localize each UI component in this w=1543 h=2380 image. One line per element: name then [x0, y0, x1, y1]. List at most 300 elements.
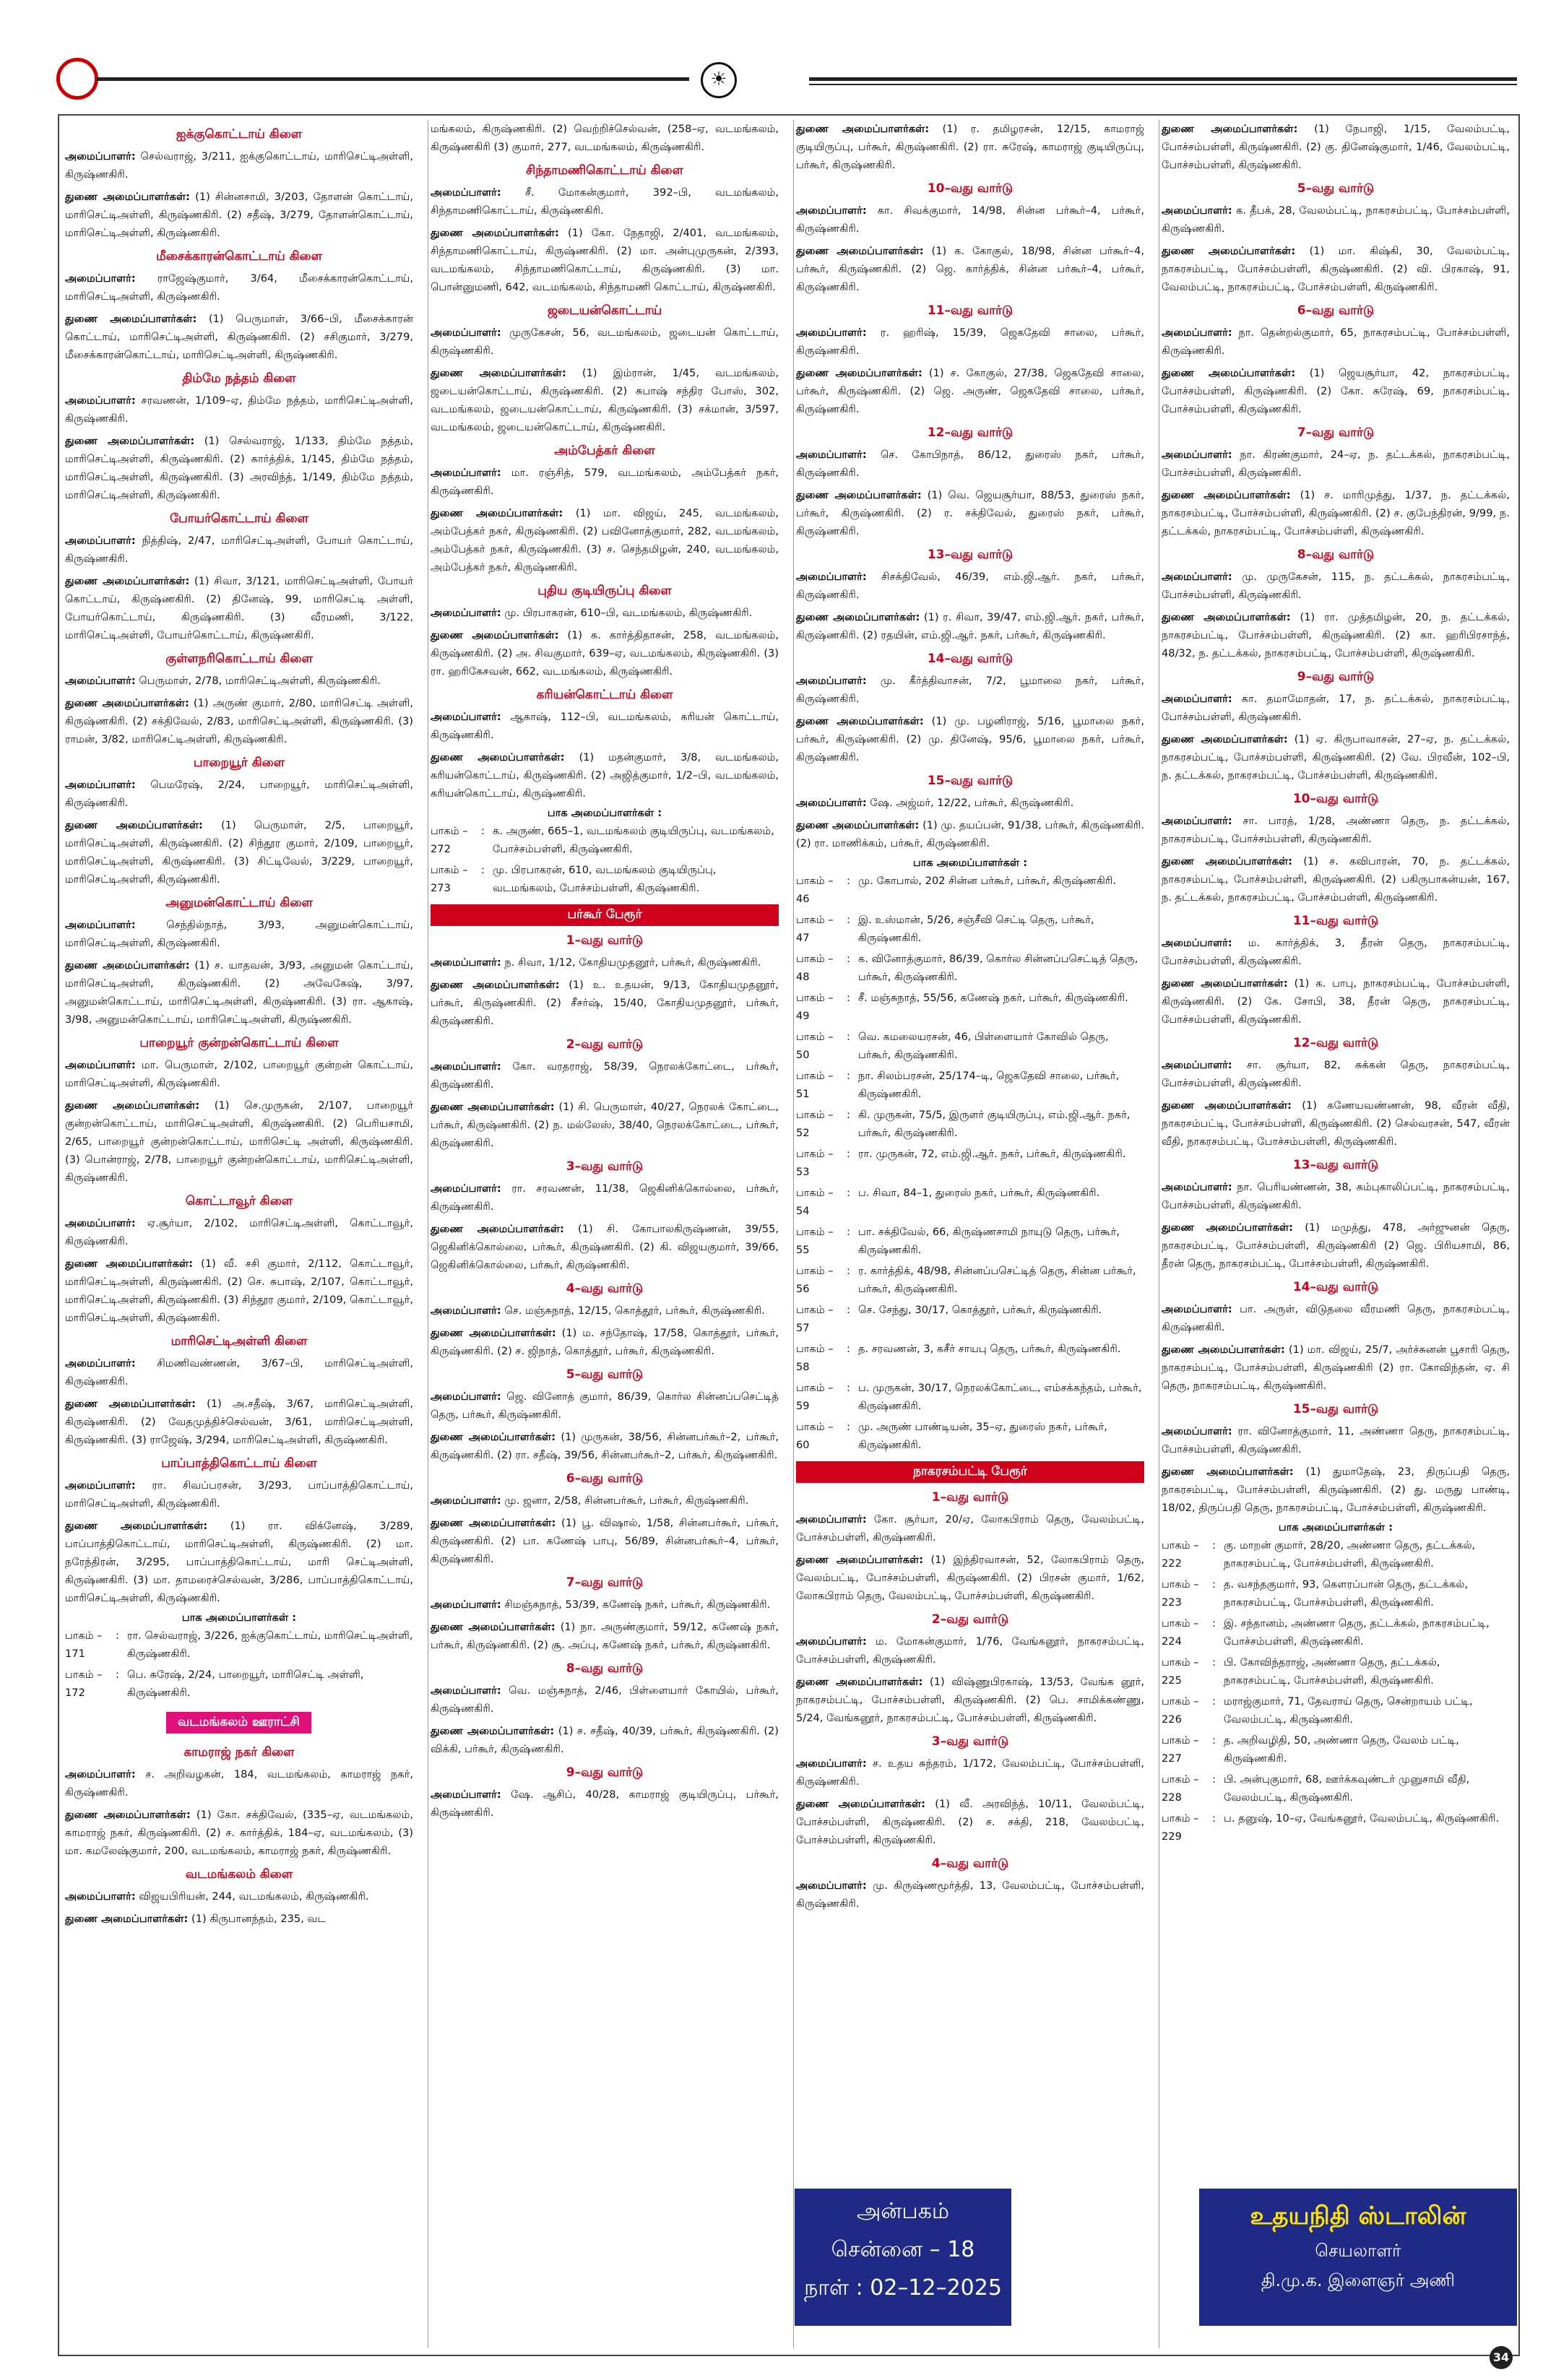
section-heading: பாறையூர் குன்றன்கொட்டாய் கிளை [139, 1036, 339, 1050]
booth-colon: : [847, 1343, 850, 1355]
entry-text: (1) செ.முருகன், 2/107, பாறையூர் குன்றன்கொட்டாய், மாரிசெட்டிஅள்ளி, கிருஷ்ணகிரி. (2) பெரியசாமி, 2/65, பாறையூர் குன்றன்கொட்டாய், மாரிசெட்டி அள்ளி, கிருஷ்ணகிரி. (3) பொன்ராஜ், 2/78, பாறையூர் குன்றன்கொட்டாய், மாரிசெட்டிஅள்ளி, கிருஷ்ணகிரி. [65, 1099, 413, 1184]
entry-label: அமைப்பாளர்: [1162, 204, 1232, 217]
section-heading: பாறையூர் கிளை [193, 756, 285, 770]
entry-label: அமைப்பாளர்: [65, 675, 136, 687]
section-heading: 10–வது வார்டு [1292, 792, 1379, 806]
entry-text: மங்கலம், கிருஷ்ணகிரி. (2) வெற்றிச்செல்வன், (258–ஏ, வடமங்கலம், கிருஷ்ணகிரி (3) குமார், 277, வடமங்கலம், கிருஷ்ணகிரி. [431, 123, 779, 153]
booth-colon: : [1212, 1734, 1216, 1747]
booth-colon: : [847, 1031, 850, 1043]
entry-label: அமைப்பாளர்: [796, 1757, 867, 1770]
booth-entry: த. அறிவழிதி, 50, அண்ணா தெரு, வேலம் பட்டி, கிருஷ்ணகிரி. [1224, 1734, 1459, 1765]
booth-entry: வெ. கமலையரசன், 46, பிள்ளையார் கோவில் தெரு, பர்கூர், கிருஷ்ணகிரி. [858, 1031, 1109, 1061]
entry-paragraph [431, 324, 779, 360]
entry-label: துணை அமைப்பாளர்கள்: [431, 1517, 556, 1529]
booth-colon: : [1212, 1656, 1216, 1669]
entry-label: அமைப்பாளர்: [1162, 937, 1232, 949]
entry-label: துணை அமைப்பாளர்கள்: [1162, 1466, 1294, 1478]
entry-paragraph [796, 608, 1144, 644]
booth-row [796, 950, 1144, 986]
section-heading: 6–வது வார்டு [566, 1471, 644, 1486]
booth-entry: ர. கார்த்திக், 48/98, சின்னப்பசெட்டித் தெரு, சின்ன பர்கூர், பர்கூர், கிருஷ்ணகிரி. [858, 1265, 1136, 1295]
entry-label: அமைப்பாளர்: [65, 150, 136, 163]
entry-paragraph [431, 1220, 779, 1274]
entry-label: துணை அமைப்பாளர்கள்: [1162, 1221, 1293, 1234]
entry-paragraph [1162, 812, 1510, 848]
entry-paragraph [431, 1180, 779, 1216]
entry-text: (1) கோ. நேதாஜி, 2/401, வடமங்கலம், சிந்தாமணிகொட்டாய், கிருஷ்ணகிரி. (2) மா. அன்புமுருகன், 2/393, வடமங்கலம், சிந்தாமணிகொட்டாய், கிருஷ்ணகிரி. (3) மா. பொன்னுமணி, 642, வடமங்கலம், சிந்தாமணி கொட்டாய், கிருஷ்ணகிரி. [431, 227, 779, 293]
booth-number: பாகம் – 227 [1162, 1734, 1199, 1765]
entry-label: அமைப்பாளர்: [431, 1390, 501, 1403]
entry-paragraph [796, 486, 1144, 540]
booth-number: பாகம் – 226 [1162, 1695, 1199, 1726]
entry-label: துணை அமைப்பாளர்கள்: [65, 1099, 200, 1112]
booth-entry: மு. அருண் பாண்டியன், 35–ஏ, துரைஸ் நகர், பர்கூர், கிருஷ்ணகிரி. [858, 1421, 1107, 1451]
entry-paragraph [1162, 1300, 1510, 1336]
entry-text: (1) அருண் குமார், 2/80, மாரிசெட்டி அள்ளி, கிருஷ்ணகிரி. (2) சக்திவேல், 2/83, மாரிசெட்டிஅள்ளி, கிருஷ்ணகிரி. (3) ராமன், 3/82, மாரிசெட்டிஅள்ளி, கிருஷ்ணகிரி. [65, 697, 413, 745]
entry-paragraph [796, 1754, 1144, 1791]
masthead-rule [809, 77, 1517, 81]
entry-text: (1) பெருமாள், 3/66–பி, மீசைக்காரன் கொட்டாய், மாரிசெட்டிஅள்ளி, கிருஷ்ணகிரி. (2) சசிகுமார், 3/279, மீசைக்காரன்கொட்டாய், மாரிசெட்டிஅள்ளி, கிருஷ்ணகிரி. [65, 313, 413, 361]
booth-row [796, 1418, 1144, 1454]
entry-label: துணை அமைப்பாளர்கள்: [1162, 489, 1291, 501]
section-heading: 3–வது வார்டு [566, 1159, 644, 1174]
section-heading: போயர்கொட்டாய் கிளை [170, 511, 308, 526]
entry-text: ம. கார்த்திக், 3, தீரன் தெரு, நாகரசம்பட்டி, போச்சம்பள்ளி, கிருஷ்ணகிரி. [1162, 937, 1510, 967]
section-heading: 9–வது வார்டு [566, 1765, 644, 1780]
entry-paragraph [796, 1877, 1144, 1913]
entry-paragraph [796, 446, 1144, 482]
entry-label: அமைப்பாளர்: [431, 1788, 501, 1801]
entry-text: கா. சிவக்குமார், 14/98, சின்ன பர்கூர்–4, பர்கூர், கிருஷ்ணகிரி. [796, 204, 1144, 235]
booth-number: பாகம் – 171 [65, 1630, 103, 1660]
entry-label: துணை அமைப்பாளர்கள்: [796, 367, 922, 379]
entry-label: அமைப்பாளர்: [65, 919, 136, 931]
booth-row [796, 1184, 1144, 1220]
entry-paragraph [65, 188, 413, 242]
booth-number: பாகம் – 52 [796, 1109, 834, 1139]
section-heading: 4–வது வார்டு [566, 1281, 644, 1296]
entry-text: (1) நா. அருண்குமார், 59/12, கணேஷ் நகர், பர்கூர், கிருஷ்ணகிரி. (2) சூ. அப்பு, கணேஷ் நகர், பர்கூர், கிருஷ்ணகிரி. [431, 1621, 779, 1651]
entry-label: அமைப்பாளர்: [431, 1182, 501, 1195]
entry-paragraph [796, 1795, 1144, 1849]
entry-paragraph [1162, 608, 1510, 662]
entry-label: துணை அமைப்பாளர்கள்: [1162, 855, 1292, 867]
booth-colon: : [116, 1669, 119, 1681]
booth-number: பாகம் – 54 [796, 1187, 834, 1217]
entry-paragraph [1162, 324, 1510, 360]
entry-text: மு. முருகேசன், 115, ந. தட்டக்கல், நாகரசம்பட்டி, போச்சம்பள்ளி, கிருஷ்ணகிரி. [1162, 571, 1510, 601]
booth-row [1162, 1575, 1510, 1611]
entry-text: (1) மதன்குமார், 3/8, வடமங்கலம், கரியன்கொட்டாய், கிருஷ்ணகிரி. (2) அஜித்குமார், 1/2–பி, வடமங்கலம், கரியன்கொட்டாய், கிருஷ்ணகிரி. [431, 751, 779, 800]
booth-entry: ப. சிவா, 84–1, துரைஸ் நகர், பர்கூர், கிருஷ்ணகிரி. [858, 1187, 1100, 1199]
entry-label: துணை அமைப்பாளர்கள்: [1162, 611, 1291, 623]
entry-paragraph [431, 1098, 779, 1152]
entry-paragraph [431, 708, 779, 744]
entry-text: (1) அ.சதீஷ், 3/67, மாரிசெட்டிஅள்ளி, கிருஷ்ணகிரி. (2) வேதமுத்திச்செல்வன், 3/61, மாரிசெட்டிஅள்ளி, கிருஷ்ணகிரி. (3) ராஜேஷ், 3/294, மாரிசெட்டிஅள்ளி, கிருஷ்ணகிரி. [65, 1398, 413, 1446]
entry-paragraph [431, 224, 779, 296]
booth-entry: பா. சக்திவேல், 66, கிருஷ்ணசாமி நாயுடு தெரு, பர்கூர், கிருஷ்ணகிரி. [858, 1226, 1120, 1256]
entry-text: ஏ.சூர்யா, 2/102, மாரிசெட்டிஅள்ளி, கொட்டாவூர், கிருஷ்ணகிரி. [65, 1217, 413, 1247]
booth-entry: மராஜ்குமார், 71, தேவராய் தெரு, சென்றாயம் பட்டி, வேலம்பட்டி, கிருஷ்ணகிரி. [1224, 1695, 1473, 1726]
entry-paragraph [431, 953, 779, 972]
entry-paragraph [431, 1388, 779, 1424]
booth-number: பாகம் – 273 [431, 864, 468, 894]
entry-label: துணை அமைப்பாளர்கள்: [65, 697, 189, 709]
booth-colon: : [1212, 1695, 1216, 1708]
ad-left-panel [795, 2189, 1011, 2326]
section-heading: 9–வது வார்டு [1297, 670, 1375, 684]
entry-text: ஷே. அஜ்மர், 12/22, பர்கூர், கிருஷ்ணகிரி. [870, 797, 1074, 809]
entry-label: துணை அமைப்பாளர்கள்: [796, 123, 930, 135]
entry-label: அமைப்பாளர்: [65, 779, 136, 791]
entry-paragraph [1162, 1096, 1510, 1151]
section-heading: ஐக்குகொட்டாய் கிளை [176, 127, 303, 142]
entry-paragraph [65, 1056, 413, 1092]
entry-text: (1) வெ. ஜெயசூர்யா, 88/53, துரைஸ் நகர், பர்கூர், கிருஷ்ணகிரி. (2) ர. சக்திவேல், துரைஸ் நகர், பர்கூர், கிருஷ்ணகிரி. [796, 489, 1144, 537]
section-heading: 4–வது வார்டு [931, 1856, 1009, 1871]
booth-entry: ப. தனுஷ், 10–ஏ, வேங்கனூர், வேலம்பட்டி, கிருஷ்ணகிரி. [1224, 1812, 1500, 1825]
entry-label: அமைப்பாளர்: [431, 1060, 501, 1073]
entry-label: துணை அமைப்பாளர்கள்: [65, 575, 190, 587]
booth-colon: : [847, 1148, 850, 1160]
masthead-circle-ornament [56, 58, 98, 100]
entry-paragraph [431, 364, 779, 436]
entry-label: துணை அமைப்பாளர்கள்: [1162, 733, 1288, 745]
entry-paragraph [1162, 730, 1510, 784]
booth-entry: க. வினோத்குமார், 86/39, கொர்ல சின்னப்பசெட்டித் தெரு, பர்கூர், கிருஷ்ணகிரி. [858, 953, 1138, 983]
entry-paragraph [431, 1428, 779, 1464]
entry-label: துணை அமைப்பாளர்கள்: [796, 489, 922, 501]
booth-number: பாகம் – 172 [65, 1669, 103, 1699]
entry-paragraph [796, 1632, 1144, 1669]
entry-text: நா. கிரண்குமார், 24–ஏ, ந. தட்டக்கல், நாகரசம்பட்டி, போச்சம்பள்ளி, கிருஷ்ணகிரி. [1162, 449, 1510, 479]
booth-colon: : [847, 1226, 850, 1238]
entry-text: (1) ச. யாதவன், 3/93, அனுமன் கொட்டாய், மாரிசெட்டிஅள்ளி, கிருஷ்ணகிரி. (2) அவேகேஷ், 3/97, அனுமன்கொட்டாய், மாரிசெட்டிஅள்ளி, கிருஷ்ணகிரி. (3) ரா. ஆகாஷ், 3/98, அனுமன்கொட்டாய், மாரிசெட்டிஅள்ளி, கிருஷ்ணகிரி. [65, 959, 413, 1026]
entry-text: மு. கீர்த்திவாசன், 7/2, பூமாலை நகர், பர்கூர், கிருஷ்ணகிரி. [796, 675, 1144, 705]
entry-text: நா. தென்றல்குமார், 65, நாகரசம்பட்டி, போச்சம்பள்ளி, கிருஷ்ணகிரி. [1162, 326, 1510, 357]
masthead-rule [97, 77, 689, 81]
entry-paragraph [796, 672, 1144, 708]
entry-paragraph [65, 1476, 413, 1513]
section-heading: 12–வது வார்டு [1292, 1036, 1379, 1050]
booth-number: பாகம் – 58 [796, 1343, 834, 1373]
entry-label: அமைப்பாளர்: [1162, 1181, 1232, 1193]
booth-number: பாகம் – 222 [1162, 1539, 1199, 1570]
section-heading: கரியன்கொட்டாய் கிளை [536, 688, 673, 702]
section-heading: 15–வது வார்டு [927, 774, 1013, 788]
section-heading: 11–வது வார்டு [1292, 914, 1379, 928]
entry-label: துணை அமைப்பாளர்கள்: [796, 715, 924, 727]
subheading: பாக அமைப்பாளர்கள் : [547, 807, 662, 819]
booth-entry: பெ. சுரேஷ், 2/24, பாறையூர், மாரிசெட்டி அள்ளி, கிருஷ்ணகிரி. [127, 1669, 364, 1699]
booth-entry: ரா. முருகன், 72, எம்.ஜி.ஆர். நகர், பர்கூர், கிருஷ்ணகிரி. [858, 1148, 1126, 1160]
entry-label: துணை அமைப்பாளர்கள்: [65, 959, 190, 972]
entry-text: சிசக்திவேல், 46/39, எம்.ஜி.ஆர். நகர், பர்கூர், கிருஷ்ணகிரி. [796, 571, 1144, 601]
booth-row [1162, 1770, 1510, 1806]
entry-paragraph [1162, 974, 1510, 1029]
entry-paragraph [431, 976, 779, 1030]
subheading: பாக அமைப்பாளர்கள் : [181, 1611, 297, 1624]
entry-paragraph [1162, 446, 1510, 482]
booth-colon: : [847, 1109, 850, 1121]
masthead-rule [809, 84, 1517, 85]
booth-row [1162, 1731, 1510, 1767]
entry-paragraph [431, 748, 779, 802]
entry-label: அமைப்பாளர்: [796, 571, 867, 583]
entry-paragraph [431, 1618, 779, 1654]
entry-text: (1) விஷ்ணுபிரகாஷ், 13/53, வேங்க னூர், நாகரசம்பட்டி, போச்சம்பள்ளி, கிருஷ்ணகிரி. (2) பெ. சாமிக்கண்ணு, 5/24, வேங்கனூர், நாகரசம்பட்டி, போச்சம்பள்ளி, கிருஷ்ணகிரி. [796, 1676, 1144, 1724]
entry-paragraph [65, 432, 413, 504]
entry-text: (1) மு. பழனிராஜ், 5/16, பூமாலை நகர், பர்கூர், கிருஷ்ணகிரி. (2) மு. தினேஷ், 95/6, பூமாலை நகர், பர்கூர், கிருஷ்ணகிரி. [796, 715, 1144, 763]
entry-paragraph [65, 532, 413, 568]
entry-paragraph [1162, 1219, 1510, 1273]
entry-paragraph [1162, 1341, 1510, 1395]
entry-paragraph [796, 568, 1144, 604]
entry-label: அமைப்பாளர்: [65, 1217, 136, 1229]
entry-label: அமைப்பாளர்: [65, 1479, 136, 1492]
entry-label: அமைப்பாளர்: [796, 1879, 867, 1892]
entry-text: மு. ஜனா, 2/58, சின்னபர்கூர், பர்கூர், கிருஷ்ணகிரி. [504, 1494, 749, 1507]
booth-entry: கி. முருகன், 75/5, இருளர் குடியிருப்பு, எம்.ஜி.ஆர். நகர், பர்கூர், கிருஷ்ணகிரி. [858, 1109, 1131, 1139]
entry-label: துணை அமைப்பாளர்கள்: [65, 819, 203, 831]
entry-text: (1) ர. சிவா, 39/47, எம்.ஜி.ஆர். நகர், பர்கூர், கிருஷ்ணகிரி. (2) ரதயின், எம்.ஜி.ஆர். நகர், பர்கூர், கிருஷ்ணகிரி. [796, 611, 1144, 641]
entry-text: (1) சிவா, 3/121, மாரிசெட்டிஅள்ளி, போயர் கொட்டாய், கிருஷ்ணகிரி. (2) தினேஷ், 99, மாரிசெட்டி அள்ளி, போயர்கொட்டாய், கிருஷ்ணகிரி. (3) வீரமணி, 3/122, மாரிசெட்டிஅள்ளி, போயர்கொட்டாய், கிருஷ்ணகிரி. [65, 575, 413, 641]
rising-sun-emblem-icon: ☀ [701, 62, 737, 98]
entry-paragraph [796, 364, 1144, 418]
section-heading: திம்மே நத்தம் கிளை [182, 371, 296, 386]
entry-text: (1) இம்ரான், 1/45, வடமங்கலம், ஜடையன்கொட்டாய், கிருஷ்ணகிரி. (2) சுபாஷ் சந்திர போஸ், 302, வடமங்கலம், ஜடையன்கொட்டாய், கிருஷ்ணகிரி. (3) சக்மான், 3/597, வடமங்கலம், ஜடையன்கொட்டாய், கிருஷ்ணகிரி. [431, 367, 779, 433]
entry-label: அமைப்பாளர்: [796, 449, 867, 461]
entry-text: (1) க. கார்த்திதாசன், 258, வடமங்கலம், கிருஷ்ணகிரி. (2) அ. சிவகுமார், 639–ஏ, வடமங்கலம், கிருஷ்ணகிரி. (3) ரா. ஹரிகேசவன், 662, வடமங்கலம், கிருஷ்ணகிரி. [431, 629, 779, 678]
column-divider [793, 120, 794, 2348]
entry-label: துணை அமைப்பாளர்கள்: [431, 227, 559, 239]
entry-paragraph [796, 120, 1144, 174]
entry-paragraph [431, 626, 779, 680]
entry-paragraph [796, 1551, 1144, 1605]
entry-text: ம. மோகன்குமார், 1/76, வேங்கனூர், நாகரசம்பட்டி, போச்சம்பள்ளி, கிருஷ்ணகிரி. [796, 1635, 1144, 1666]
entry-text: செந்தில்நாத், 3/93, அனுமன்கொட்டாய், மாரிசெட்டிஅள்ளி, கிருஷ்ணகிரி. [65, 919, 413, 949]
booth-row [1162, 1692, 1510, 1728]
entry-paragraph [1162, 1422, 1510, 1458]
entry-text: க. தீபக், 28, வேலம்பட்டி, நாகரசம்பட்டி, போச்சம்பள்ளி, கிருஷ்ணகிரி. [1162, 204, 1510, 235]
entry-label: துணை அமைப்பாளர்கள்: [65, 1913, 189, 1925]
entry-text: (1) மு. தயப்பன், 91/38, பர்கூர், கிருஷ்ணகிரி. (2) ரா. மாணிக்கம், பர்கூர், கிருஷ்ணகிரி. [796, 819, 1144, 849]
entry-label: அமைப்பாளர்: [65, 272, 136, 285]
ad-role: செயலாளர் [1315, 2241, 1401, 2261]
booth-number: பாகம் – 51 [796, 1070, 834, 1100]
booth-row [796, 1223, 1144, 1259]
booth-colon: : [847, 1187, 850, 1199]
entry-text: (1) மமுத்து, 478, அர்ஜுனன் தெரு, நாகரசம்பட்டி, போச்சம்பள்ளி, கிருஷ்ணகிரி (2) ஜெ. பிரியசாமி, 86, தீரன் தெரு, நாகரசம்பட்டி, போச்சம்பள்ளி, கிருஷ்ணகிரி. [1162, 1221, 1510, 1270]
entry-paragraph [65, 816, 413, 888]
entry-paragraph [65, 672, 413, 690]
entry-text: மு. பிரபாகரன், 610–பி, வடமங்கலம், கிருஷ்ணகிரி. [504, 607, 753, 619]
section-heading: அனுமன்கொட்டாய் கிளை [165, 896, 313, 910]
booth-entry: ரா. செல்வராஜ், 3/226, ஐக்குகொட்டாய், மாரிசெட்டிஅள்ளி, கிருஷ்ணகிரி. [127, 1630, 413, 1660]
entry-text: (1) சின்னசாமி, 3/203, தோளன் கொட்டாய், மாரிசெட்டிஅள்ளி, கிருஷ்ணகிரி. (2) சதீஷ், 3/279, தோளன்கொட்டாய், மாரிசெட்டிஅள்ளி, கிருஷ்ணகிரி. [65, 191, 413, 239]
entry-paragraph [65, 391, 413, 428]
column-4 [1162, 120, 1510, 2186]
entry-text: (1) இந்திரவாசன், 52, லோகபிராம் தெரு, வேலம்பட்டி, போச்சம்பள்ளி, கிருஷ்ணகிரி. (2) பிரசன் குமார், 1/62, லோகபிராம் தெரு, வேலம்பட்டி, போச்சம்பள்ளி, கிருஷ்ணகிரி. [796, 1554, 1144, 1602]
booth-row [1162, 1809, 1510, 1845]
entry-label: துணை அமைப்பாளர்கள்: [1162, 977, 1288, 990]
booth-colon: : [847, 1265, 850, 1277]
entry-text: மு. கிருஷ்ணமூர்த்தி, 13, வேலம்பட்டி, போச்சம்பள்ளி, கிருஷ்ணகிரி. [796, 1879, 1144, 1910]
booth-entry: பி. கோவிந்தராஜ், அண்ணா தெரு, தட்டக்கல், நாகரசம்பட்டி, போச்சம்பள்ளி, கிருஷ்ணகிரி. [1224, 1656, 1440, 1687]
entry-label: அமைப்பாளர்: [431, 186, 501, 199]
section-heading: 14–வது வார்டு [927, 652, 1013, 666]
entry-paragraph [431, 1722, 779, 1758]
section-heading: 7–வது வார்டு [566, 1575, 644, 1590]
booth-entry: சீ. மஞ்சுநாத், 55/56, கணேஷ் நகர், பர்கூர், கிருஷ்ணகிரி. [858, 992, 1128, 1004]
entry-text: (1) நேபாஜி, 1/15, வேலம்பட்டி, போச்சம்பள்ளி, கிருஷ்ணகிரி. (2) கு. தினேஷ்குமார், 1/46, வேலம்பட்டி, போச்சம்பள்ளி, கிருஷ்ணகிரி. [1162, 123, 1510, 171]
entry-paragraph [1162, 568, 1510, 604]
booth-number: பாகம் – 272 [431, 825, 468, 855]
entry-paragraph [431, 1492, 779, 1510]
entry-label: துணை அமைப்பாளர்கள்: [431, 1101, 555, 1113]
booth-entry: இ. சந்தானம், அண்ணா தெரு, தட்டக்கல், நாகரசம்பட்டி, போச்சம்பள்ளி, கிருஷ்ணகிரி. [1224, 1617, 1490, 1648]
entry-paragraph [1162, 1056, 1510, 1092]
entry-label: அமைப்பாளர்: [65, 535, 136, 547]
booth-row [796, 989, 1144, 1025]
booth-row [796, 1067, 1144, 1103]
entry-text: பெருமாள், 2/78, மாரிசெட்டிஅள்ளி, கிருஷ்ணகிரி. [139, 675, 381, 687]
entry-text: ச. உதய சுந்தரம், 1/172, வேலம்பட்டி, போச்சம்பள்ளி, கிருஷ்ணகிரி. [796, 1757, 1144, 1788]
entry-label: அமைப்பாளர்: [431, 1304, 501, 1317]
entry-label: அமைப்பாளர்: [796, 204, 867, 217]
section-heading: ஜடையன்கொட்டாய் [547, 303, 662, 318]
booth-colon: : [1212, 1578, 1216, 1591]
entry-text: வெ. மஞ்சுநாத், 2/46, பிள்ளையார் கோயில், பர்கூர், கிருஷ்ணகிரி. [431, 1684, 779, 1715]
entry-paragraph [65, 1806, 413, 1860]
entry-paragraph [796, 242, 1144, 296]
entry-paragraph [796, 1673, 1144, 1727]
booth-colon: : [1212, 1617, 1216, 1630]
booth-row [431, 822, 779, 858]
section-heading: 13–வது வார்டு [927, 548, 1013, 562]
entry-label: துணை அமைப்பாளர்கள்: [1162, 367, 1296, 379]
entry-paragraph [796, 794, 1144, 812]
section-heading: பாப்பாத்திகொட்டாய் கிளை [161, 1456, 317, 1471]
booth-entry: மு. கோபால், 202 சின்ன பர்கூர், பர்கூர், கிருஷ்ணகிரி. [858, 875, 1117, 887]
entry-label: துணை அமைப்பாளர்கள்: [65, 435, 195, 447]
entry-text: (1) சி. பெருமாள், 40/27, நெரலக் கோட்டை, பர்கூர், கிருஷ்ணகிரி. (2) ந. மல்லேஸ், 38/40, நெரலக்கோட்டை, பர்கூர், கிருஷ்ணகிரி. [431, 1101, 779, 1149]
section-heading: காமராஜ் நகர் கிளை [183, 1745, 295, 1760]
entry-label: துணை அமைப்பாளர்கள்: [431, 507, 563, 519]
booth-row [1162, 1653, 1510, 1689]
entry-paragraph [1162, 1463, 1510, 1517]
entry-label: துணை அமைப்பாளர்கள்: [796, 819, 920, 831]
entry-text: ரா. சரவணன், 11/38, ஜெகினிக்கொல்லை, பர்கூர், கிருஷ்ணகிரி. [431, 1182, 779, 1213]
subheading: பாக அமைப்பாளர்கள் : [912, 857, 1028, 869]
entry-text: ந. சிவா, 1/12, கோதியமுதனூர், பர்கூர், கிருஷ்ணகிரி. [504, 956, 761, 969]
entry-paragraph [65, 1096, 413, 1187]
entry-label: துணை அமைப்பாளர்கள்: [1162, 1343, 1285, 1356]
entry-paragraph [65, 1517, 413, 1607]
booth-entry: கு. மாறன் குமார், 28/20, அண்ணா தெரு, தட்டக்கல், நாகரசம்பட்டி, போச்சம்பள்ளி, கிருஷ்ணகிரி. [1224, 1539, 1476, 1570]
section-heading: 8–வது வார்டு [1297, 548, 1375, 562]
entry-label: துணை அமைப்பாளர்கள்: [431, 751, 565, 763]
entry-paragraph [65, 1910, 413, 1928]
entry-text: (1) முருகன், 38/56, சின்னபர்கூர்–2, பர்கூர், கிருஷ்ணகிரி. (2) ரா. சதீஷ், 39/56, சின்னபர்கூர்–2, பர்கூர், கிருஷ்ணகிரி. [431, 1431, 779, 1461]
entry-label: அமைப்பாளர்: [431, 956, 501, 969]
entry-label: துணை அமைப்பாளர்கள்: [431, 1223, 564, 1235]
entry-label: துணை அமைப்பாளர்கள்: [1162, 123, 1298, 135]
entry-paragraph [65, 916, 413, 952]
entry-text: ச. அறிவழகன், 184, வடமங்கலம், காமராஜ் நகர், கிருஷ்ணகிரி. [65, 1768, 413, 1799]
booth-row [431, 861, 779, 897]
section-heading: குள்ளநரிகொட்டாய் கிளை [165, 652, 313, 666]
booth-entry: மு. பிரபாகரன், 610, வடமங்கலம் குடியிருப்பு, வடமங்கலம், போச்சம்பள்ளி, கிருஷ்ணகிரி. [493, 864, 717, 894]
section-heading: 5–வது வார்டு [1297, 181, 1375, 196]
booth-number: பாகம் – 229 [1162, 1812, 1199, 1843]
section-heading: புதிய குடியிருப்பு கிளை [537, 584, 672, 598]
entry-text: (1) சி. கோபாலகிருஷ்ணன், 39/55, ஜெகினிக்கொல்லை, பர்கூர், கிருஷ்ணகிரி. (2) கி. விஜயகுமார், 39/66, ஜெகினிக்கொல்லை, பர்கூர், கிருஷ்ணகிரி. [431, 1223, 779, 1271]
entry-paragraph [431, 504, 779, 576]
entry-paragraph [65, 310, 413, 364]
entry-label: அமைப்பாளர்: [796, 675, 867, 687]
booth-number: பாகம் – 55 [796, 1226, 834, 1256]
entry-label: அமைப்பாளர்: [431, 1684, 501, 1697]
entry-label: அமைப்பாளர்: [1162, 693, 1232, 705]
booth-number: பாகம் – 49 [796, 992, 834, 1022]
entry-label: அமைப்பாளர்: [65, 1890, 136, 1903]
entry-text: (1) க. கோகுல், 18/98, சின்ன பர்கூர்–4, பர்கூர், கிருஷ்ணகிரி. (2) ஜெ. கார்த்திக், சின்ன பர்கூர்–4, பர்கூர், கிருஷ்ணகிரி. [796, 245, 1144, 293]
entry-paragraph [796, 816, 1144, 852]
entry-text: கோ. சூர்யா, 20/ஏ, லோகபிராம் தெரு, வேலம்பட்டி, போச்சம்பள்ளி, கிருஷ்ணகிரி. [796, 1513, 1144, 1544]
entry-paragraph [1162, 690, 1510, 726]
entry-text: (1) மா. கிஷ்கி, 30, வேலம்பட்டி, நாகரசம்பட்டி, போச்சம்பள்ளி, கிருஷ்ணகிரி. (2) வி. பிரகாஷ், 91, வேலம்பட்டி, நாகரசம்பட்டி, போச்சம்பள்ளி, கிருஷ்ணகிரி. [1162, 245, 1510, 293]
column-3 [796, 120, 1144, 2186]
entry-paragraph [431, 1596, 779, 1614]
entry-text: ரா. சிவப்பரசன், 3/293, பாப்பாத்திகொட்டாய், மாரிசெட்டிஅள்ளி, கிருஷ்ணகிரி. [65, 1479, 413, 1510]
booth-colon: : [847, 1070, 850, 1082]
section-heading: கொட்டாவூர் கிளை [185, 1194, 293, 1208]
entry-text: பா. அருள், விடுதலை வீரமணி தெரு, நாகரசம்பட்டி, கிருஷ்ணகிரி. [1162, 1303, 1510, 1333]
booth-number: பாகம் – 225 [1162, 1656, 1199, 1687]
section-heading: 10–வது வார்டு [927, 181, 1013, 196]
entry-label: துணை அமைப்பாளர்கள்: [431, 1725, 555, 1737]
entry-label: துணை அமைப்பாளர்கள்: [431, 367, 566, 379]
section-heading: 5–வது வார்டு [566, 1367, 644, 1382]
booth-row [796, 1301, 1144, 1337]
booth-colon: : [847, 1304, 850, 1316]
entry-text: (1) ர. தமிழரசன், 12/15, காமராஜ் குடியிருப்பு, பர்கூர், கிருஷ்ணகிரி. (2) ரா. சுரேஷ், காமராஜ் குடியிருப்பு, பர்கூர், கிருஷ்ணகிரி. [796, 123, 1144, 171]
entry-label: அமைப்பாளர்: [431, 467, 501, 479]
section-heading: 6–வது வார்டு [1297, 303, 1375, 318]
entry-paragraph [431, 604, 779, 622]
booth-colon: : [847, 1421, 850, 1433]
entry-text: (1) மா. விஜய், 245, வடமங்கலம், அம்பேத்கர் நகர், கிருஷ்ணகிரி. (2) பவினோத்குமார், 282, வடமங்கலம், அம்பேத்கர் நகர், கிருஷ்ணகிரி. (3) ச. செந்தமிழன், 240, வடமங்கலம், அம்பேத்கர் நகர், கிருஷ்ணகிரி. [431, 507, 779, 574]
booth-row [1162, 1536, 1510, 1572]
section-heading: 2–வது வார்டு [931, 1612, 1009, 1627]
booth-colon: : [847, 875, 850, 887]
entry-paragraph [65, 1255, 413, 1327]
entry-paragraph [1162, 242, 1510, 296]
entry-paragraph [65, 1765, 413, 1801]
booth-row [796, 1262, 1144, 1298]
entry-label: அமைப்பாளர்: [65, 1768, 136, 1780]
booth-row [796, 911, 1144, 947]
booth-number: பாகம் – 59 [796, 1382, 834, 1412]
entry-paragraph [431, 1302, 779, 1320]
section-banner: நாகரசம்பட்டி பேரூர் [796, 1461, 1144, 1483]
section-banner: பர்கூர் பேரூர் [431, 904, 779, 926]
entry-text: ர. ஹரிஷ், 15/39, ஜெகதேவி சாலை, பர்கூர், கிருஷ்ணகிரி. [796, 326, 1144, 357]
booth-entry: த. வசந்தகுமார், 93, கௌரப்பான் தெரு, தட்டக்கல், நாகரசம்பட்டி, போச்சம்பள்ளி, கிருஷ்ணகிரி. [1224, 1578, 1469, 1609]
entry-label: துணை அமைப்பாளர்கள்: [431, 979, 560, 991]
entry-text: (1) உ. உதயன், 9/13, கோதியமுதனூர், பர்கூர், கிருஷ்ணகிரி. (2) சீசர்ஷ், 15/40, கோதியமுதனூர், பர்கூர், கிருஷ்ணகிரி. [431, 979, 779, 1027]
